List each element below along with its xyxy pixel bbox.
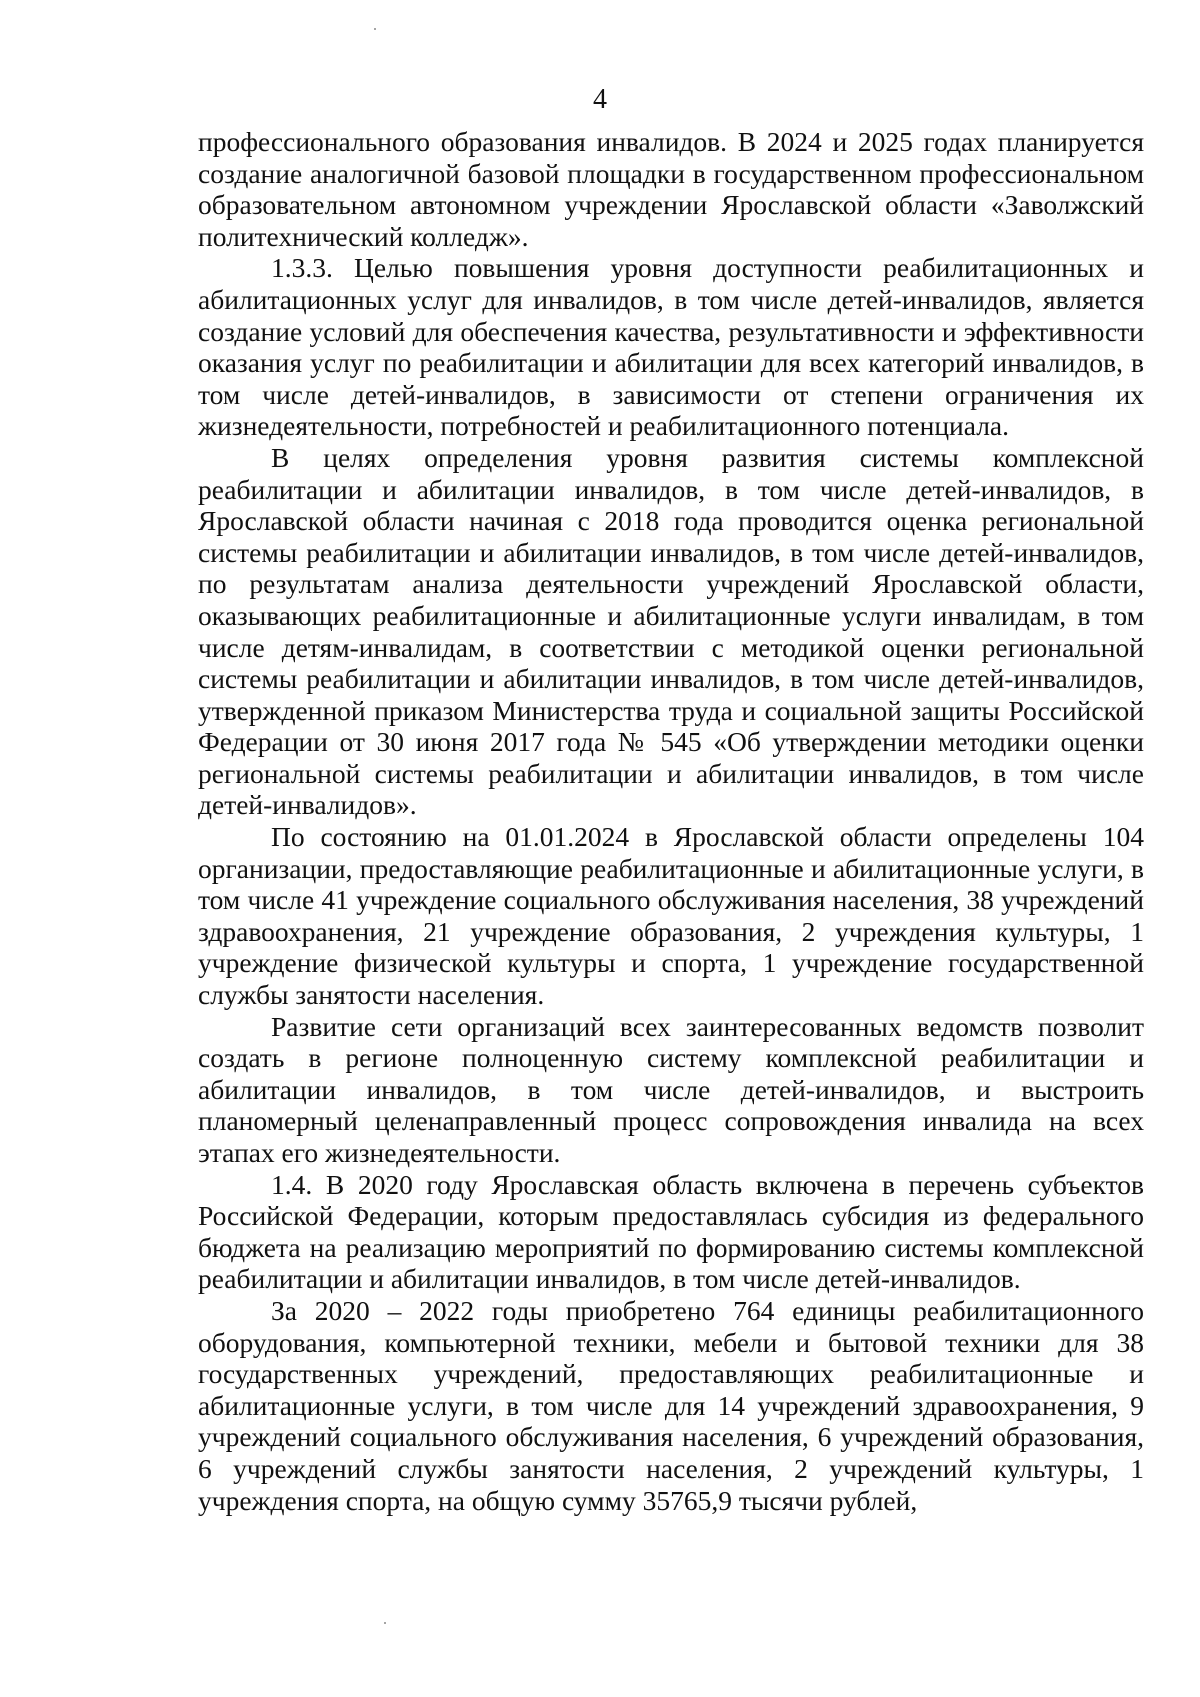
paragraph-continuation: профессионального образования инвалидов. В 2024 и 2025 годах планируется создание аналогичной базовой площадки в государственном профессиональном образовательном автономном учреждении Ярославской области «Заволжский политехнический колледж».	[198, 126, 1144, 252]
scan-speck	[374, 28, 376, 30]
paragraph-equipment-purchase: За 2020 – 2022 годы приобретено 764 единицы реабилитационного оборудования, компьютерной техники, мебели и бытовой техники для 38 государственных учреждений, предоставляющих реабилитационные и абилитационные услуги, в том числе для 14 учреждений здравоохранения, 9 учреждений социального обслуживания населения, 6 учреждений образования, 6 учреждений службы занятости населения, 2 учреждений культуры, 1 учреждения спорта, на общую сумму 35765,9 тысячи рублей,	[198, 1294, 1144, 1516]
paragraph-organizations-count: По состоянию на 01.01.2024 в Ярославской области определены 104 организации, предоставляющие реабилитационные и абилитационные услуги, в том числе 41 учреждение социального обслуживания населения, 38 учреждений здравоохранения, 21 учреждение образования, 2 учреждения культуры, 1 учреждение физической культуры и спорта, 1 учреждение государственной службы занятости населения.	[198, 821, 1144, 1011]
paragraph-1-4: 1.4. В 2020 году Ярославская область включена в перечень субъектов Российской Федерации, которым предоставлялась субсидия из федерального бюджета на реализацию мероприятий по формированию системы комплексной реабилитации и абилитации инвалидов, в том числе детей-инвалидов.	[198, 1168, 1144, 1295]
paragraph-assessment: В целях определения уровня развития системы комплексной реабилитации и абилитации инвалидов, в том числе детей-инвалидов, в Ярославской области начиная с 2018 года проводится оценка региональной системы реабилитации и абилитации инвалидов, в том числе детей-инвалидов, по результатам анализа деятельности учреждений Ярославской области, оказывающих реабилитационные и абилитационные услуги инвалидам, в том числе детям-инвалидам, в соответствии с методикой оценки региональной системы реабилитации и абилитации инвалидов, в том числе детей-инвалидов, утвержденной приказом Министерства труда и социальной защиты Российской Федерации от 30 июня 2017 года № 545 «Об утверждении методики оценки региональной системы реабилитации и абилитации инвалидов, в том числе детей-инвалидов».	[198, 441, 1144, 821]
scan-speck	[384, 1622, 386, 1624]
paragraph-network-development: Развитие сети организаций всех заинтересованных ведомств позволит создать в регионе полноценную систему комплексной реабилитации и абилитации инвалидов, в том числе детей-инвалидов, и выстроить планомерный целенаправленный процесс сопровождения инвалида на всех этапах его жизнедеятельности.	[198, 1010, 1144, 1168]
paragraph-1-3-3: 1.3.3. Целью повышения уровня доступности реабилитационных и абилитационных услуг для инвалидов, в том числе детей-инвалидов, является создание условий для обеспечения качества, результативности и эффективности оказания услуг по реабилитации и абилитации для всех категорий инвалидов, в том числе детей-инвалидов, в зависимости от степени ограничения их жизнедеятельности, потребностей и реабилитационного потенциала.	[198, 252, 1144, 442]
document-body	[198, 126, 1144, 1516]
page-number: 4	[593, 84, 607, 115]
